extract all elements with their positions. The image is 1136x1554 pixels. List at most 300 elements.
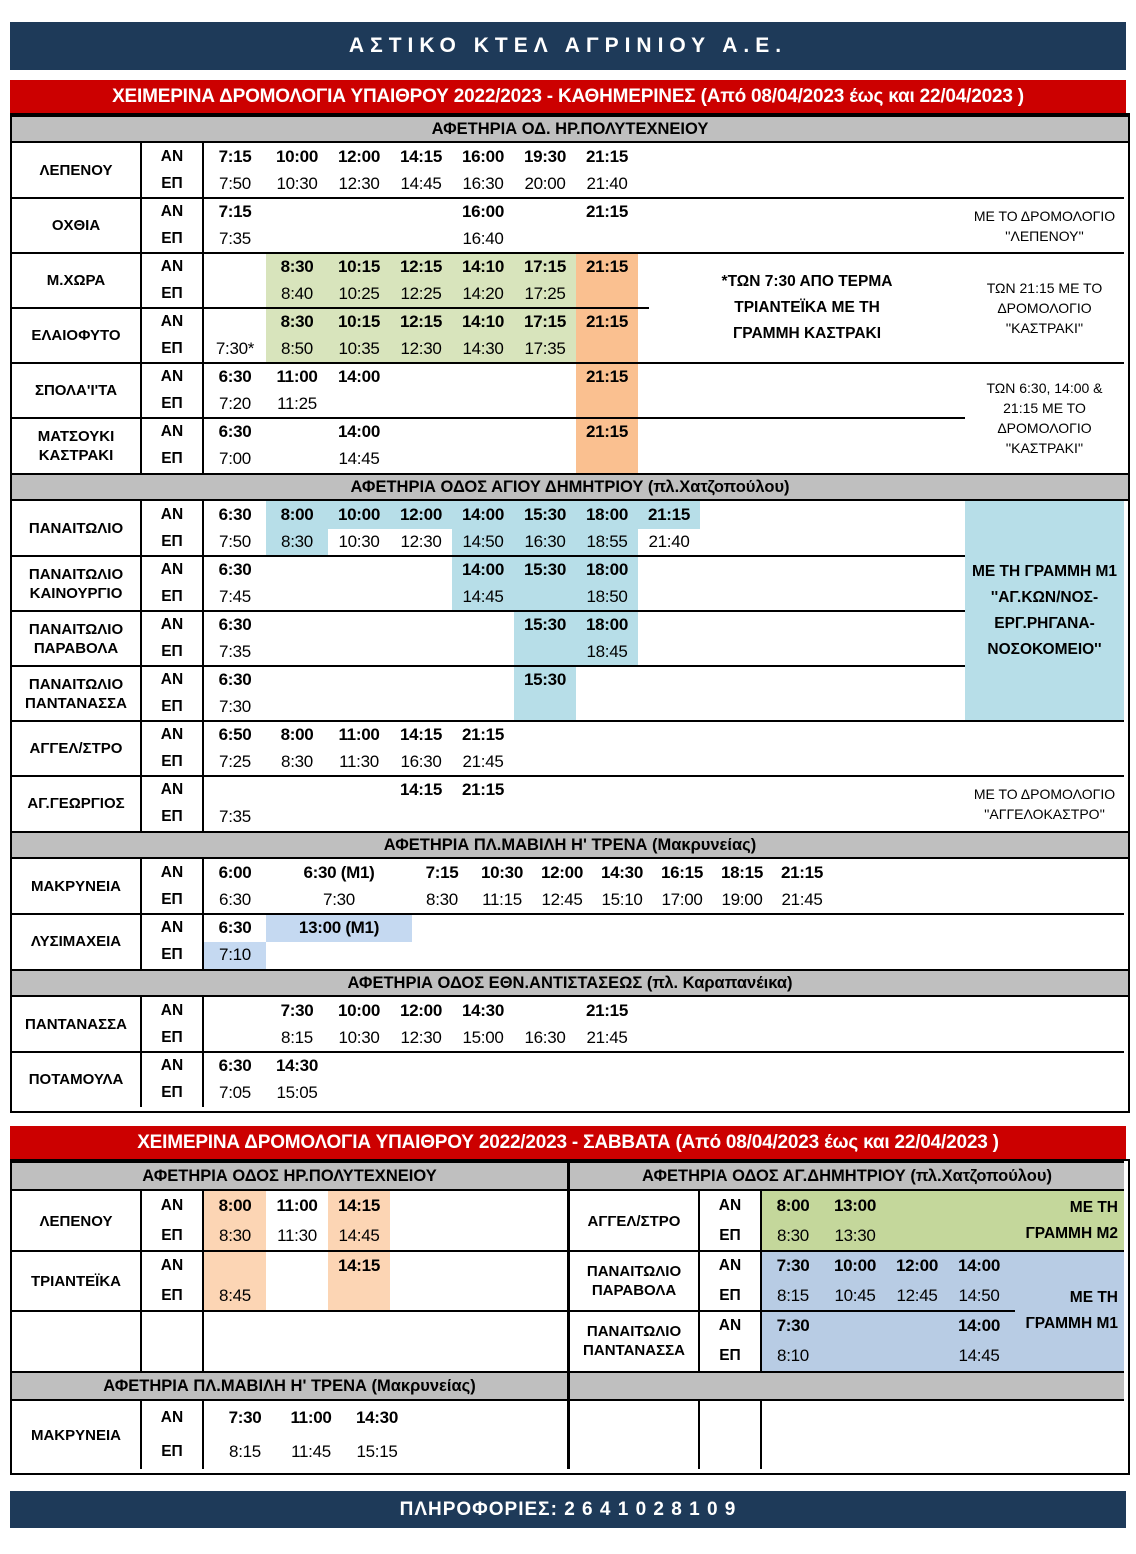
- route-group: [12, 666, 1124, 721]
- route-name: [12, 253, 142, 308]
- column-rule: [202, 253, 204, 308]
- time-cell: 12:30: [338, 174, 380, 194]
- time-cell: 14:00: [958, 1316, 1000, 1335]
- route-name: [12, 1052, 142, 1107]
- time-cell: 12:45: [896, 1286, 938, 1305]
- info-label: ΠΛΗΡΟΦΟΡΙΕΣ:: [399, 1498, 558, 1520]
- time-cell: 7:15: [218, 201, 252, 221]
- time-cell: 8:30: [281, 532, 313, 552]
- info-phone: 2 6 4 1 0 2 8 1 0 9: [564, 1498, 737, 1520]
- time-cell: 11:00: [276, 366, 318, 386]
- time-cell: 12:00: [338, 146, 380, 166]
- route-group: [12, 556, 1124, 611]
- time-cell: 8:00: [218, 1196, 252, 1215]
- time-cell: 15:30: [524, 614, 566, 634]
- time-cell: 7:35: [219, 807, 251, 827]
- group-divider: [12, 775, 1124, 777]
- time-cell: 21:15: [781, 862, 823, 882]
- row-label-an: ΑΝ: [160, 918, 184, 936]
- time-cell: 12:30: [400, 1028, 442, 1048]
- time-cell: 7:05: [219, 1083, 251, 1103]
- time-cell: 7:30: [219, 697, 251, 717]
- row-label-ep: ΕΠ: [719, 1227, 741, 1244]
- group-divider: [12, 720, 1124, 722]
- time-cell: 16:40: [462, 229, 504, 249]
- weekday-title: ΧΕΙΜΕΡΙΝΑ ΔΡΟΜΟΛΟΓΙΑ ΥΠΑΙΘΡΟΥ 2022/2023 - ΚΑΘΗΜΕΡΙΝΕΣ (Από 08/04/2023 έως και 22/04/2023 ): [112, 85, 1024, 107]
- note-line: ΜΕ ΤΗ: [1069, 1289, 1118, 1306]
- time-cell: 18:50: [586, 587, 628, 607]
- route-name-line: ΑΓΓΕΛ/ΣΤΡΟ: [29, 740, 123, 757]
- time-cell: 15:05: [276, 1083, 318, 1103]
- note-line: ''ΑΓ.ΚΩΝ/ΝΟΣ-: [990, 589, 1099, 606]
- route-name: [12, 859, 142, 914]
- row-label-ep: ΕΠ: [161, 753, 183, 771]
- row-label-ep: ΕΠ: [161, 1029, 183, 1047]
- row-label-an: ΑΝ: [160, 257, 184, 275]
- time-cell: 7:30*: [215, 339, 255, 359]
- note-line: ΜΕ ΤΟ ΔΡΟΜΟΛΟΓΙΟ: [973, 207, 1116, 224]
- empty-route-group: [570, 1401, 1124, 1469]
- row-label-ep: ΕΠ: [161, 1443, 183, 1460]
- route-name-line: ΠΑΝΑΙΤΩΛΙΟ: [28, 520, 124, 537]
- time-cell: 8:00: [776, 1196, 810, 1215]
- route-group: [12, 1191, 567, 1251]
- time-cell: 21:45: [462, 752, 504, 772]
- time-cell: 8:30: [777, 1226, 809, 1245]
- time-cell: 8:40: [281, 284, 313, 304]
- time-cell: 7:35: [219, 642, 251, 662]
- row-label-an: ΑΝ: [718, 1257, 742, 1274]
- time-cell: 10:00: [834, 1256, 876, 1275]
- row-label-ep: ΕΠ: [161, 1227, 183, 1244]
- row-label-an: ΑΝ: [160, 615, 184, 633]
- time-cell: 14:30: [462, 1000, 504, 1020]
- route-name-line: ΜΑΤΣΟΥΚΙ: [37, 427, 115, 445]
- row-label-ep: ΕΠ: [161, 1084, 183, 1102]
- route-name-line: ΚΑΣΤΡΑΚΙ: [38, 446, 114, 464]
- row-label-an: ΑΝ: [160, 780, 184, 798]
- route-note: [965, 501, 1124, 721]
- route-group: [12, 914, 1124, 969]
- group-divider: [12, 307, 649, 309]
- time-cell: 8:45: [219, 1286, 251, 1305]
- time-cell: 10:15: [338, 256, 380, 276]
- row-label-ep: ΕΠ: [161, 808, 183, 826]
- time-cell: 18:55: [586, 532, 628, 552]
- time-cell: 10:00: [276, 146, 318, 166]
- route-name-line: ΠΑΝΑΙΤΩΛΙΟ: [586, 1263, 682, 1280]
- time-cell: 18:00: [586, 559, 628, 579]
- time-cell: 14:00: [958, 1256, 1000, 1275]
- time-cell: 10:15: [338, 311, 380, 331]
- time-cell: 13:00: [834, 1196, 876, 1215]
- row-label-an: ΑΝ: [160, 505, 184, 523]
- route-name-line: ΠΑΡΑΒΟΛΑ: [33, 639, 119, 657]
- note-line: ΜΕ ΤΗ ΓΡΑΜΜΗ Μ1: [971, 563, 1118, 580]
- route-name: [12, 1191, 142, 1251]
- time-cell: 11:00: [276, 1196, 318, 1215]
- time-cell: 10:30: [338, 532, 380, 552]
- time-cell: 14:00: [462, 504, 504, 524]
- note-line: ΤΡΙΑΝΤΕΪΚΑ ΜΕ ΤΗ: [734, 299, 880, 316]
- row-label-ep: ΕΠ: [161, 340, 183, 358]
- time-cell: 6:30: [218, 366, 252, 386]
- route-group: [12, 363, 1124, 418]
- group-divider: [12, 1051, 1124, 1053]
- time-cell: 7:30: [280, 1000, 314, 1020]
- saturday-table: [10, 1159, 1130, 1475]
- time-cell: 10:30: [338, 1028, 380, 1048]
- row-label-an: ΑΝ: [160, 1001, 184, 1019]
- row-label-an: ΑΝ: [718, 1197, 742, 1214]
- time-cell: 8:00: [280, 504, 314, 524]
- time-cell: 17:15: [524, 256, 566, 276]
- company-title: ΑΣΤΙΚΟ ΚΤΕΛ ΑΓΡΙΝΙΟΥ Α.Ε.: [348, 34, 788, 57]
- time-cell: 10:45: [834, 1286, 876, 1305]
- column-rule: [202, 1311, 204, 1371]
- route-group: [12, 611, 1124, 666]
- time-cell: 13:00 (Μ1): [298, 917, 380, 937]
- group-divider: [12, 610, 965, 612]
- route-name: [570, 1311, 700, 1371]
- route-name-line: ΑΓΓΕΛ/ΣΤΡΟ: [587, 1212, 681, 1230]
- row-label-ep: ΕΠ: [161, 450, 183, 468]
- time-cell: 8:50: [281, 339, 313, 359]
- route-name-line: ΛΥΣΙΜΑΧΕΙΑ: [30, 933, 122, 950]
- time-cell: 21:40: [586, 174, 628, 194]
- route-note: [990, 1191, 1122, 1251]
- time-cell: 17:35: [524, 339, 566, 359]
- time-cell: 6:30: [218, 614, 252, 634]
- time-cell: 21:15: [586, 421, 628, 441]
- row-label-an: ΑΝ: [160, 670, 184, 688]
- group-divider: [12, 1310, 567, 1312]
- route-name-line: ΠΑΝΤΑΝΑΣΣΑ: [25, 1016, 127, 1033]
- time-cell: 12:00: [400, 1000, 442, 1020]
- route-name: [12, 418, 142, 473]
- time-cell: 17:25: [524, 284, 566, 304]
- time-cell: 6:00: [218, 862, 252, 882]
- note-line: ΤΩΝ 21:15 ΜΕ ΤΟ: [986, 280, 1103, 296]
- time-cell: 8:15: [777, 1286, 809, 1305]
- group-divider: [12, 417, 965, 419]
- route-name-line: ΠΑΝΑΙΤΩΛΙΟ: [28, 620, 124, 638]
- time-cell: 6:30: [218, 559, 252, 579]
- time-cell: 12:25: [400, 284, 442, 304]
- time-cell: 16:15: [661, 862, 703, 882]
- route-name-line: ΠΑΝΑΙΤΩΛΙΟ: [586, 1323, 682, 1340]
- time-cell: 7:15: [218, 146, 252, 166]
- time-cell: 6:30 (Μ1): [303, 862, 375, 882]
- time-cell: 8:15: [229, 1442, 261, 1461]
- route-note: [965, 253, 1124, 363]
- route-name-line: ΠΑΝΤΑΝΑΣΣΑ: [583, 1342, 685, 1359]
- time-cell: 8:30: [280, 311, 314, 331]
- time-cell: 21:15: [586, 256, 628, 276]
- row-label-ep: ΕΠ: [161, 1287, 183, 1304]
- time-cell: 14:00: [338, 366, 380, 386]
- route-group: [12, 143, 1124, 198]
- info-bar: [10, 1491, 1126, 1528]
- time-cell: 14:30: [601, 862, 643, 882]
- time-cell: 16:30: [524, 1028, 566, 1048]
- note-line: ΔΡΟΜΟΛΟΓΙΟ: [997, 300, 1092, 316]
- time-cell: 12:30: [400, 532, 442, 552]
- route-name-line: Μ.ΧΩΡΑ: [46, 272, 106, 289]
- time-cell: 6:30: [219, 890, 251, 910]
- group-divider: [12, 1250, 567, 1252]
- note-line: *ΤΩΝ 7:30 ΑΠΟ ΤΕΡΜΑ: [721, 273, 893, 290]
- time-cell: 16:00: [462, 146, 504, 166]
- row-label-ep: ΕΠ: [161, 395, 183, 413]
- time-cell: 8:10: [777, 1346, 809, 1365]
- row-label-ep: ΕΠ: [161, 946, 183, 964]
- row-label-an: ΑΝ: [160, 367, 184, 385]
- route-name-line: ΛΕΠΕΝΟΥ: [39, 162, 113, 179]
- time-cell: 6:30: [218, 917, 252, 937]
- time-cell: 7:30: [776, 1316, 810, 1335]
- time-cell: 16:00: [462, 201, 504, 221]
- route-group: [12, 418, 1124, 473]
- route-note: [965, 363, 1124, 473]
- time-cell: 18:00: [586, 614, 628, 634]
- time-cell: 14:15: [338, 1256, 380, 1275]
- time-cell: 17:15: [524, 311, 566, 331]
- time-cell: 14:30: [462, 339, 504, 359]
- time-cell: 6:30: [218, 504, 252, 524]
- group-divider: [570, 1250, 1124, 1252]
- route-group: [12, 1052, 1124, 1107]
- time-cell: 12:15: [400, 311, 442, 331]
- note-line: ΔΡΟΜΟΛΟΓΙΟ: [997, 420, 1092, 436]
- time-cell: 14:45: [338, 449, 380, 469]
- group-divider: [12, 913, 1124, 915]
- time-cell: 6:30: [218, 669, 252, 689]
- group-divider: [12, 555, 965, 557]
- row-label-ep: ΕΠ: [719, 1287, 741, 1304]
- row-label-an: ΑΝ: [160, 147, 184, 165]
- row-label-ep: ΕΠ: [161, 698, 183, 716]
- time-cell: 12:30: [400, 339, 442, 359]
- time-cell: 21:15: [586, 146, 628, 166]
- time-cell: 10:00: [338, 1000, 380, 1020]
- time-cell: 12:00: [541, 862, 583, 882]
- time-cell: 15:15: [356, 1442, 398, 1461]
- time-cell: 14:10: [462, 256, 504, 276]
- empty-route-group: [12, 1311, 567, 1371]
- time-cell: 7:15: [425, 862, 459, 882]
- route-name-line: ΤΡΙΑΝΤΕΪΚΑ: [31, 1272, 121, 1290]
- time-cell: 13:30: [834, 1226, 876, 1245]
- time-cell: 12:00: [400, 504, 442, 524]
- time-cell: 6:30: [218, 421, 252, 441]
- time-cell: 8:30: [219, 1226, 251, 1245]
- time-cell: 8:00: [280, 724, 314, 744]
- time-cell: 16:30: [462, 174, 504, 194]
- route-name-line: ΑΓ.ΓΕΩΡΓΙΟΣ: [27, 795, 125, 812]
- route-group: [12, 859, 1124, 914]
- row-label-an: ΑΝ: [160, 1056, 184, 1074]
- time-cell: 18:15: [721, 862, 763, 882]
- note-line: ΓΡΑΜΜΗ ΚΑΣΤΡΑΚΙ: [732, 325, 882, 342]
- note-line: ΜΕ ΤΟ ΔΡΟΜΟΛΟΓΙΟ: [973, 785, 1116, 802]
- route-name: [12, 914, 142, 969]
- time-cell: 17:00: [661, 890, 703, 910]
- time-cell: 8:30: [280, 256, 314, 276]
- section-header: ΑΦΕΤΗΡΙΑ ΟΔΟΣ ΗΡ.ΠΟΛΥΤΕΧΝΕΙΟΥ: [12, 1161, 567, 1191]
- route-name-line: ΠΑΝΑΙΤΩΛΙΟ: [28, 565, 124, 583]
- note-line: ΕΡΓ.ΡΗΓΑΝΑ-: [994, 615, 1095, 632]
- route-name-line: ΠΑΝΑΙΤΩΛΙΟ: [28, 675, 124, 693]
- time-cell: 15:30: [524, 559, 566, 579]
- company-title-bar: [10, 22, 1126, 70]
- route-name: [570, 1401, 700, 1469]
- time-cell: 10:25: [338, 284, 380, 304]
- route-group: [12, 776, 1124, 831]
- time-cell: 15:30: [524, 669, 566, 689]
- time-cell: 21:40: [648, 532, 690, 552]
- saturday-title-bar: [10, 1126, 1126, 1159]
- table-separator: [567, 1161, 570, 1469]
- group-divider: [12, 197, 1124, 199]
- time-cell: 19:30: [524, 146, 566, 166]
- time-cell: 12:45: [541, 890, 583, 910]
- route-name-line: ΣΠΟΛΑ'Ι'ΤΑ: [34, 382, 118, 399]
- note-line: ΓΡΑΜΜΗ Μ2: [1025, 1225, 1118, 1242]
- time-cell: 14:15: [400, 146, 442, 166]
- row-label-an: ΑΝ: [160, 1409, 184, 1426]
- route-name: [12, 308, 142, 363]
- route-name: [12, 776, 142, 831]
- route-name: [12, 556, 142, 611]
- time-cell: 12:00: [896, 1256, 938, 1275]
- time-cell: 14:45: [462, 587, 504, 607]
- time-cell: 14:10: [462, 311, 504, 331]
- group-divider: [12, 665, 965, 667]
- time-cell: 14:00: [338, 421, 380, 441]
- route-name-line: ΟΧΘΙΑ: [51, 217, 101, 234]
- row-label-an: ΑΝ: [160, 863, 184, 881]
- row-label-ep: ΕΠ: [161, 230, 183, 248]
- time-cell: 11:00: [338, 724, 380, 744]
- route-name: [12, 1251, 142, 1311]
- route-note: [649, 253, 965, 363]
- note-line: ΤΩΝ 6:30, 14:00 &: [986, 380, 1103, 396]
- time-cell: 7:50: [219, 174, 251, 194]
- time-cell: 14:45: [958, 1346, 1000, 1365]
- route-group: [12, 997, 1124, 1052]
- route-name-line: ΕΛΑΙΟΦΥΤΟ: [31, 327, 121, 344]
- time-cell: 7:20: [219, 394, 251, 414]
- route-group: [12, 501, 1124, 556]
- note-line: ΝΟΣΟΚΟΜΕΙΟ'': [987, 641, 1102, 658]
- time-cell: 18:00: [586, 504, 628, 524]
- weekday-title-bar: [10, 80, 1126, 113]
- time-cell: 21:15: [648, 504, 690, 524]
- time-cell: 7:35: [219, 229, 251, 249]
- group-divider: [570, 1310, 1015, 1312]
- column-rule: [202, 997, 204, 1052]
- time-cell: 10:30: [276, 174, 318, 194]
- section-header: ΑΦΕΤΗΡΙΑ ΟΔΟΣ ΑΓ.ΔΗΜΗΤΡΙΟΥ (πλ.Χατζοπούλου): [570, 1161, 1124, 1191]
- section-header: ΑΦΕΤΗΡΙΑ ΠΛ.ΜΑΒΙΛΗ Η' ΤΡΕΝΑ (Μακρυνείας): [12, 831, 1128, 859]
- route-name: [12, 611, 142, 666]
- route-name: [12, 143, 142, 198]
- time-cell: 21:15: [586, 311, 628, 331]
- time-cell: 11:15: [482, 890, 522, 910]
- time-cell: 7:50: [219, 532, 251, 552]
- time-cell: 16:30: [524, 532, 566, 552]
- time-cell: 21:15: [586, 366, 628, 386]
- time-cell: 14:20: [462, 284, 504, 304]
- time-cell: 14:00: [462, 559, 504, 579]
- time-cell: 14:45: [400, 174, 442, 194]
- time-cell: 7:30: [323, 890, 355, 910]
- route-note: [965, 776, 1124, 831]
- time-cell: 7:10: [219, 945, 251, 965]
- note-line: ''ΚΑΣΤΡΑΚΙ'': [1005, 320, 1084, 336]
- time-cell: 7:25: [219, 752, 251, 772]
- time-cell: 11:25: [277, 394, 317, 414]
- time-cell: 21:15: [586, 1000, 628, 1020]
- row-label-an: ΑΝ: [160, 202, 184, 220]
- time-cell: 11:45: [291, 1442, 331, 1461]
- section-header: ΑΦΕΤΗΡΙΑ ΟΔΟΣ ΑΓΙΟΥ ΔΗΜΗΤΡΙΟΥ (πλ.Χατζοπούλου): [12, 473, 1128, 501]
- row-label-an: ΑΝ: [160, 1257, 184, 1274]
- route-name: [12, 997, 142, 1052]
- time-cell: 11:30: [339, 752, 379, 772]
- row-label-ep: ΕΠ: [161, 285, 183, 303]
- time-cell: 14:50: [958, 1286, 1000, 1305]
- route-note: [965, 198, 1124, 253]
- route-name-line: ΠΑΡΑΒΟΛΑ: [591, 1282, 677, 1299]
- time-cell: 10:30: [481, 862, 523, 882]
- row-label-an: ΑΝ: [160, 560, 184, 578]
- row-label-ep: ΕΠ: [161, 533, 183, 551]
- group-divider: [12, 252, 1124, 254]
- route-name-line: ΚΑΙΝΟΥΡΓΙΟ: [29, 584, 123, 602]
- time-cell: 14:15: [338, 1196, 380, 1215]
- time-cell: 8:30: [426, 890, 458, 910]
- time-cell: 7:30: [776, 1256, 810, 1275]
- time-cell: 14:30: [276, 1055, 318, 1075]
- note-line: ''ΑΓΓΕΛΟΚΑΣΤΡΟ'': [984, 805, 1105, 822]
- group-divider: [12, 362, 1124, 364]
- weekday-table: [10, 113, 1130, 1113]
- time-cell: 15:30: [524, 504, 566, 524]
- time-cell: 21:45: [781, 890, 823, 910]
- route-group: [12, 198, 1124, 253]
- time-cell: 15:00: [462, 1028, 504, 1048]
- route-name-line: ΜΑΚΡΥΝΕΙΑ: [30, 878, 121, 895]
- note-line: 21:15 ΜΕ ΤΟ: [1003, 400, 1086, 416]
- time-cell: 21:15: [586, 201, 628, 221]
- time-cell: 19:00: [721, 890, 763, 910]
- time-cell: 14:45: [338, 1226, 380, 1245]
- route-name-line: ΛΕΠΕΝΟΥ: [39, 1212, 113, 1230]
- column-rule: [760, 1401, 762, 1469]
- time-cell: 12:15: [400, 256, 442, 276]
- time-cell: 11:00: [290, 1408, 332, 1427]
- time-cell: 14:15: [400, 724, 442, 744]
- route-name-line: ΠΟΤΑΜΟΥΛΑ: [28, 1071, 124, 1088]
- route-name-line: ΠΑΝΤΑΝΑΣΣΑ: [25, 694, 127, 712]
- route-group: [12, 1251, 567, 1311]
- row-label-an: ΑΝ: [160, 725, 184, 743]
- route-name: [12, 363, 142, 418]
- time-cell: 14:50: [462, 532, 504, 552]
- time-cell: 8:30: [281, 752, 313, 772]
